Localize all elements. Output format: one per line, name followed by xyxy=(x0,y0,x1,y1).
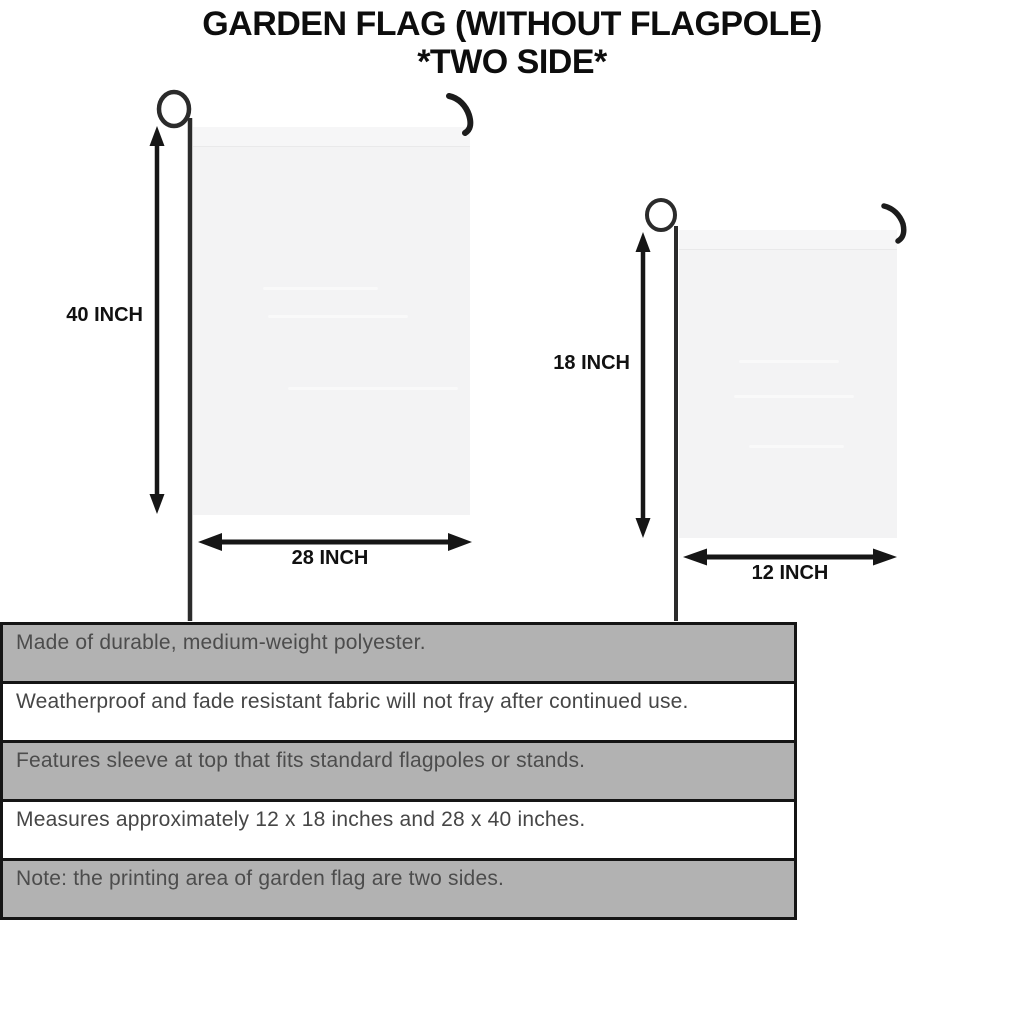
feature-row: Made of durable, medium-weight polyester. xyxy=(3,625,794,681)
title-line-1: GARDEN FLAG (WITHOUT FLAGPOLE) xyxy=(202,5,822,43)
flag-wrinkle xyxy=(263,287,378,290)
feature-row: Weatherproof and fade resistant fabric will not fray after continued use. xyxy=(3,681,794,740)
large-flag-sleeve xyxy=(193,127,470,147)
flag-wrinkle xyxy=(739,360,839,363)
flag-wrinkle xyxy=(268,315,408,318)
small-width-label: 12 INCH xyxy=(751,562,829,584)
features-table xyxy=(0,622,797,920)
title-line-2: *TWO SIDE* xyxy=(417,43,607,81)
small-flag-sleeve xyxy=(679,230,897,250)
flag-wrinkle xyxy=(734,395,854,398)
flag-wrinkle xyxy=(288,387,458,390)
feature-row: Features sleeve at top that fits standard flagpoles or stands. xyxy=(3,740,794,799)
small-height-label: 18 INCH xyxy=(553,352,630,374)
large-height-arrow xyxy=(150,126,165,514)
flag-wrinkle xyxy=(749,445,844,448)
large-width-label: 28 INCH xyxy=(291,547,369,569)
feature-row: Note: the printing area of garden flag are two sides. xyxy=(3,858,794,917)
small-height-arrow xyxy=(636,232,651,538)
large-pole-loop-icon xyxy=(159,92,189,126)
feature-row: Measures approximately 12 x 18 inches and 28 x 40 inches. xyxy=(3,799,794,858)
small-flag-fabric xyxy=(679,230,897,538)
large-flag-fabric xyxy=(193,127,470,515)
small-pole-loop-icon xyxy=(647,200,675,230)
page-title xyxy=(0,5,1024,81)
large-height-label: 40 INCH xyxy=(66,304,143,326)
